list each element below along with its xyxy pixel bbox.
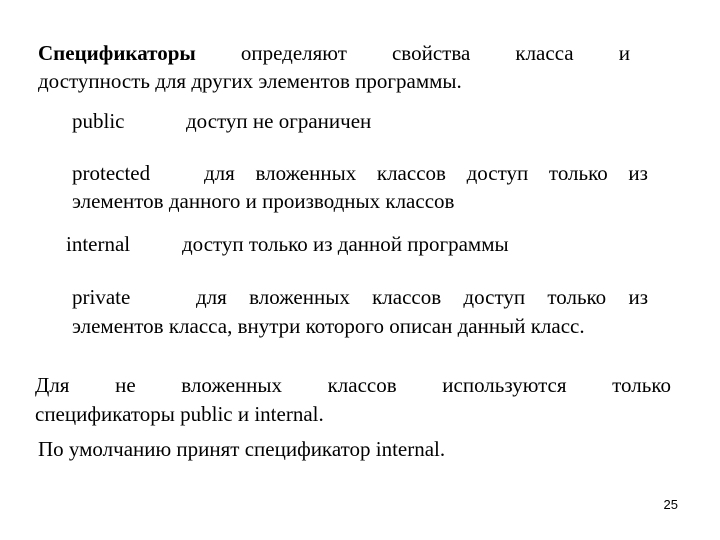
note-word: Для	[35, 373, 70, 397]
intro-word: свойства	[391, 41, 471, 65]
desc-word: вложенных	[249, 285, 350, 309]
item-public-desc: доступ не ограничен	[186, 109, 372, 133]
item-public-name: public	[72, 109, 125, 133]
desc-word: классов	[372, 285, 442, 309]
note-word: используются	[442, 373, 567, 397]
item-private-desc-1	[196, 284, 648, 310]
note-word: классов	[327, 373, 397, 397]
note-2: По умолчанию принят спецификатор internal.	[38, 437, 446, 461]
item-internal-desc: доступ только из данной программы	[182, 232, 509, 256]
desc-word: только	[548, 161, 608, 185]
desc-word: доступ	[463, 285, 526, 309]
item-internal-name: internal	[66, 232, 131, 256]
desc-word: классов	[376, 161, 446, 185]
intro-line-2: доступность для других элементов программы.	[38, 69, 462, 93]
desc-word: только	[547, 285, 607, 309]
note-1-line-2: спецификаторы public и internal.	[35, 402, 324, 426]
desc-word: из	[628, 285, 648, 309]
note-word: вложенных	[181, 373, 282, 397]
note-1-line-1	[35, 372, 671, 398]
page-number: 25	[663, 497, 678, 512]
item-protected-desc-2: элементов данного и производных классов	[72, 189, 455, 213]
item-protected-name: protected	[72, 161, 151, 185]
item-private-desc-2: элементов класса, внутри которого описан данный класс.	[72, 314, 585, 338]
item-private-name: private	[72, 285, 131, 309]
desc-word: для	[196, 285, 227, 309]
intro-word: класса	[515, 41, 574, 65]
desc-word: вложенных	[255, 161, 357, 185]
desc-word: для	[204, 161, 235, 185]
intro-term: Спецификаторы	[38, 41, 196, 65]
desc-word: доступ	[466, 161, 529, 185]
item-protected-desc-1	[204, 160, 648, 186]
note-word: не	[115, 373, 136, 397]
note-word: только	[612, 373, 671, 397]
intro-line-1	[38, 40, 630, 66]
desc-word: из	[628, 161, 648, 185]
intro-word: и	[618, 41, 630, 65]
intro-word: определяют	[240, 41, 347, 65]
